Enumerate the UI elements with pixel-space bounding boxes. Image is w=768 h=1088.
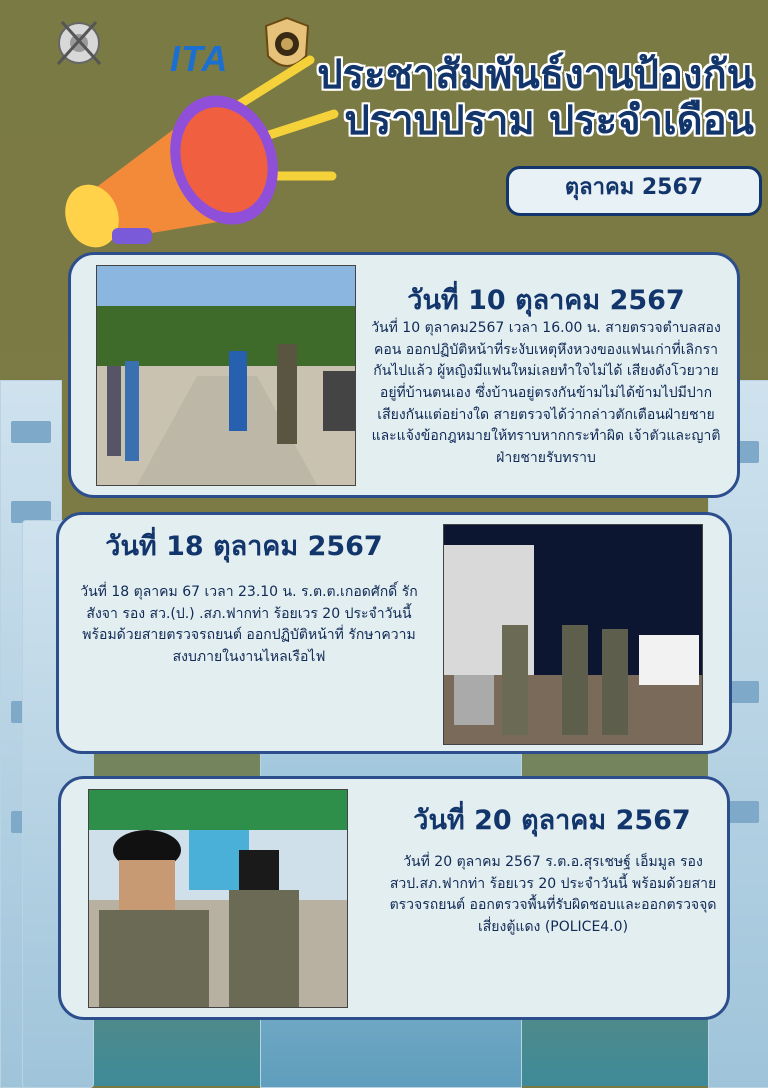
report-date-3: วันที่ 20 ตุลาคม 2567 <box>413 805 691 836</box>
title-line-1: ประชาสัมพันธ์งานป้องกัน <box>317 52 754 98</box>
report-photo-2 <box>443 524 703 745</box>
report-text-3: วันที่ 20 ตุลาคม 2567 ร.ต.อ.สุรเชษฐ์ เอ็มมูล รอง สวป.สภ.ฟากท่า ร้อยเวร 20 ประจำวันนี้ พร้อมด้วยสายตรวจรถยนต์ ออกตรวจพื้นที่รับผิดชอบและออกตรวจจุดเสี่ยงตู้แดง (POLICE4.0) <box>389 854 717 936</box>
report-date-2: วันที่ 18 ตุลาคม 2567 <box>105 531 383 562</box>
report-text-2: วันที่ 18 ตุลาคม 67 เวลา 23.10 น. ร.ต.ต.เกอดศักดิ์ รักสังจา รอง สว.(ป.) .สภ.ฟากท่า ร้อยเวร 20 ประจำวันนี้ พร้อมด้วยสายตรวจรถยนต์ ออกปฏิบัติหน้าที่ รักษาความสงบภายในงานไหลเรือไฟ <box>80 584 418 666</box>
page-title <box>284 52 754 144</box>
month-label: ตุลาคม 2567 <box>506 166 762 216</box>
report-photo-1 <box>96 265 356 486</box>
report-date-1: วันที่ 10 ตุลาคม 2567 <box>407 285 685 316</box>
title-line-2: ปราบปราม ประจำเดือน <box>344 98 754 144</box>
ita-logo-icon: ITA <box>170 38 229 79</box>
report-photo-3 <box>88 789 348 1008</box>
report-text-1: วันที่ 10 ตุลาคม2567 เวลา 16.00 น. สายตรวจตำบลสองคอน ออกปฏิบัติหน้าที่ระงับเหตุหึงหวงของแฟนเก่าที่เลิกรากันไปแล้ว ผู้หญิงมีแฟนใหม่เลยทำใจไม่ได้ เสียงดังโวยวายอยู่ที่บ้านตนเอง ซึ่งบ้านอยู่ตรงกันข้ามไม่ได้ข้ามไปมีปากเสียงกันแต่อย่างใด สายตรวจได้ว่ากล่าวตักเตือนฝ่ายชาย และแจ้งข้อกฎหมายให้ทราบหากกระทำผิด เจ้าตัวและญาติฝ่ายชายรับทราบ <box>371 320 721 467</box>
